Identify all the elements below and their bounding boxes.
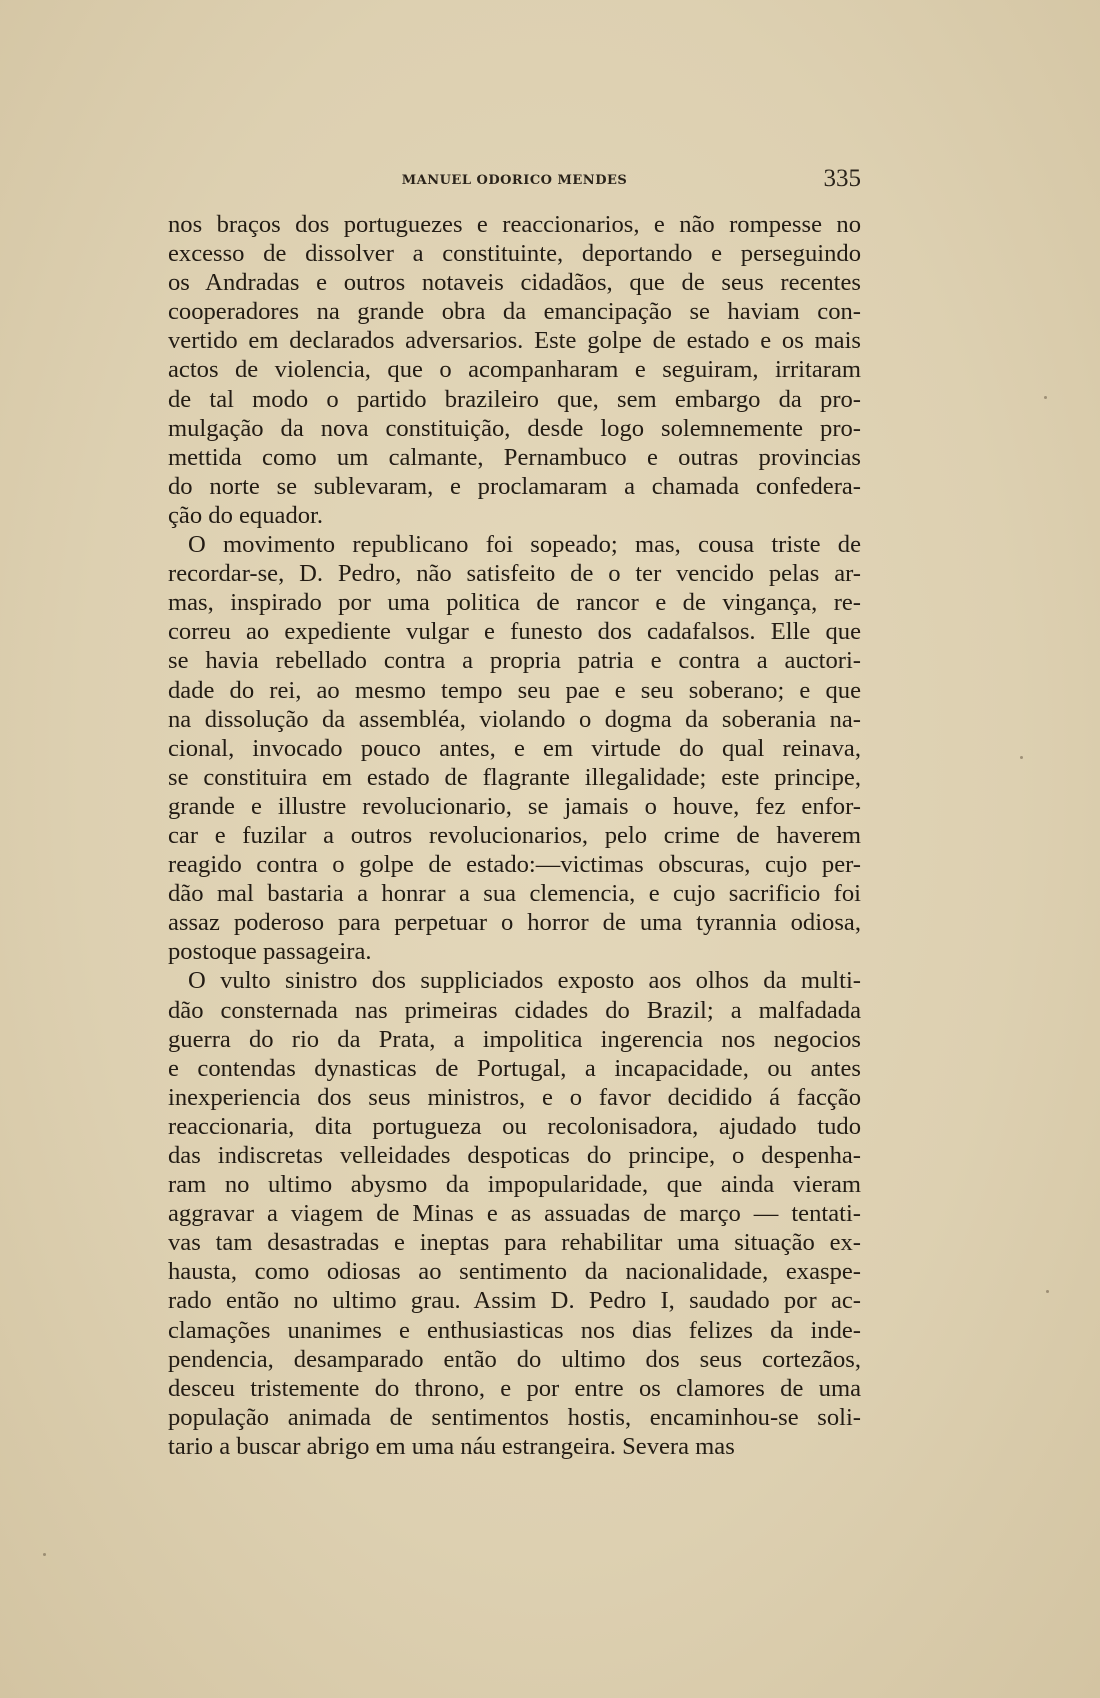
paper-speck (43, 1553, 46, 1556)
text-line: grande e illustre revolucionario, se jamais o houve, fez enfor- (168, 792, 861, 820)
text-line: do norte se sublevaram, e proclamaram a chamada confedera- (168, 472, 861, 500)
text-line: pendencia, desamparado então do ultimo dos seus cortezãos, (168, 1345, 861, 1373)
text-line: cooperadores na grande obra da emancipação se haviam con- (168, 298, 861, 326)
text-line: car e fuzilar a outros revolucionarios, pelo crime de haverem (168, 821, 861, 849)
text-line: ram no ultimo abysmo da impopularidade, que ainda vieram (168, 1171, 861, 1199)
text-line: mas, inspirado por uma politica de rancor e de vingança, re- (168, 589, 861, 617)
paper-speck (1044, 396, 1047, 399)
text-line: se havia rebellado contra a propria patria e contra a auctori- (168, 647, 861, 675)
paragraph (168, 966, 861, 1461)
text-line: correu ao expediente vulgar e funesto dos cadafalsos. Elle que (168, 618, 861, 646)
text-line: vas tam desastradas e ineptas para rehabilitar uma situação ex- (168, 1229, 861, 1257)
text-line: os Andradas e outros notaveis cidadãos, que de seus recentes (168, 269, 861, 297)
body-text (168, 210, 861, 1461)
text-line: nos braços dos portuguezes e reaccionarios, e não rompesse no (168, 211, 861, 238)
text-line: actos de violencia, que o acompanharam e seguiram, irritaram (168, 356, 861, 384)
text-line: hausta, como odiosas ao sentimento da nacionalidade, exaspe- (168, 1258, 861, 1286)
page-number: 335 (823, 165, 861, 192)
text-line: cional, invocado pouco antes, e em virtude do qual reinava, (168, 734, 861, 762)
text-line: mettida como um calmante, Pernambuco e outras provincias (168, 443, 861, 471)
text-line: na dissolução da assembléa, violando o dogma da soberania na- (168, 705, 861, 733)
text-line: mulgação da nova constituição, desde logo solemnemente pro- (168, 414, 861, 442)
text-line: aggravar a viagem de Minas e as assuadas de março — tentati- (168, 1200, 861, 1228)
text-line: ção do equador. (168, 501, 324, 529)
text-line: e contendas dynasticas de Portugal, a incapacidade, ou antes (168, 1054, 861, 1082)
text-line: das indiscretas velleidades despoticas do principe, o despenha- (168, 1142, 861, 1169)
text-line: dão consternada nas primeiras cidades do Brazil; a malfadada (168, 996, 861, 1024)
text-line: dão mal bastaria a honrar a sua clemencia, e cujo sacrificio foi (168, 880, 861, 908)
text-line: desceu tristemente do throno, e por entre os clamores de uma (168, 1374, 861, 1402)
text-line: população animada de sentimentos hostis, encaminhou-se soli- (168, 1403, 861, 1431)
text-line: assaz poderoso para perpetuar o horror de uma tyrannia odiosa, (168, 909, 861, 937)
text-line: inexperiencia dos seus ministros, e o favor decidido á facção (168, 1083, 861, 1111)
text-line: dade do rei, ao mesmo tempo seu pae e seu soberano; e que (168, 676, 861, 704)
text-line: vertido em declarados adversarios. Este golpe de estado e os mais (168, 327, 861, 355)
text-line: excesso de dissolver a constituinte, deportando e perseguindo (168, 240, 861, 268)
text-line: se constituira em estado de flagrante illegalidade; este principe, (168, 763, 861, 791)
text-line: O vulto sinistro dos suppliciados exposto aos olhos da multi- (188, 967, 861, 995)
text-line: reagido contra o golpe de estado:—victimas obscuras, cujo per- (168, 851, 861, 879)
paper-speck (1020, 756, 1023, 759)
text-line: reaccionaria, dita portugueza ou recolonisadora, ajudado tudo (168, 1112, 861, 1140)
paragraph (168, 210, 861, 530)
text-line: clamações unanimes e enthusiasticas nos dias felizes da inde- (168, 1316, 861, 1344)
running-head: MANUEL ODORICO MENDES (401, 173, 628, 188)
text-line: de tal modo o partido brazileiro que, sem embargo da pro- (168, 385, 861, 413)
page-header (168, 165, 861, 195)
text-line: O movimento republicano foi sopeado; mas, cousa triste de (188, 531, 861, 559)
text-line: tario a buscar abrigo em uma náu estrangeira. Severa mas (168, 1432, 735, 1460)
text-line: postoque passageira. (168, 938, 372, 966)
text-line: guerra do rio da Prata, a impolitica ingerencia nos negocios (168, 1025, 861, 1053)
paragraph (168, 530, 861, 966)
text-line: rado então no ultimo grau. Assim D. Pedro I, saudado por ac- (168, 1287, 861, 1315)
text-line: recordar-se, D. Pedro, não satisfeito de o ter vencido pelas ar- (168, 560, 861, 588)
paper-speck (1046, 1290, 1049, 1293)
